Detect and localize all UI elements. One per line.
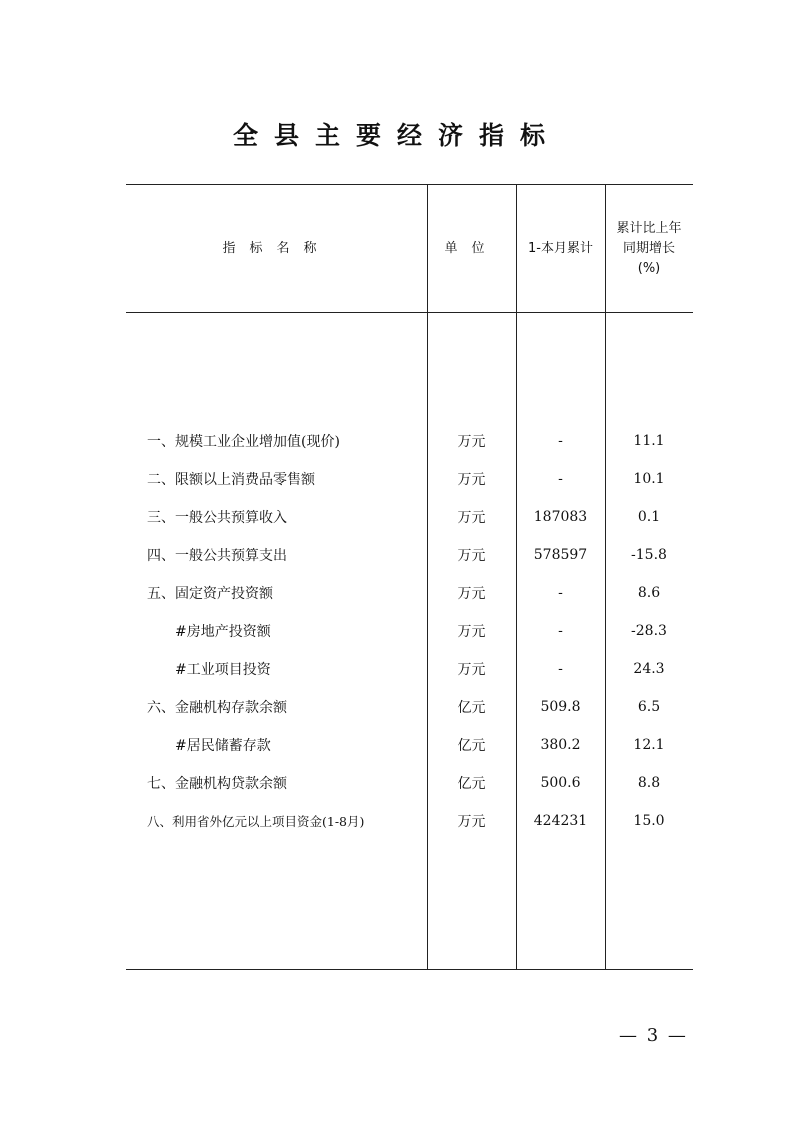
indicator-growth: 8.6	[637, 585, 661, 601]
indicator-growth: 6.5	[637, 699, 661, 715]
indicator-name: 三、一般公共预算收入	[147, 510, 287, 526]
header-indicator-name: 指标名称	[222, 240, 331, 256]
indicator-name: 七、金融机构贷款余额	[147, 776, 287, 792]
indicator-unit: 万元	[457, 548, 486, 564]
indicator-unit: 万元	[457, 814, 486, 830]
table-row	[126, 536, 693, 574]
indicator-growth: -28.3	[631, 623, 667, 639]
indicator-unit: 亿元	[457, 738, 486, 754]
indicator-value: -	[558, 585, 563, 601]
table-row	[126, 650, 693, 688]
table-row	[126, 726, 693, 764]
header-growth	[605, 185, 693, 312]
indicator-unit: 万元	[457, 662, 486, 678]
indicator-name: 四、一般公共预算支出	[147, 548, 287, 564]
table-row	[126, 574, 693, 612]
indicator-unit: 万元	[457, 624, 486, 640]
indicator-value: 509.8	[540, 699, 581, 715]
header-growth-line2: 同期增长	[622, 240, 675, 256]
indicator-name: #工业项目投资	[175, 662, 271, 678]
indicator-value: -	[558, 623, 563, 639]
indicator-growth: 15.0	[633, 813, 665, 829]
indicator-growth: 0.1	[637, 509, 661, 525]
indicator-value: 424231	[533, 813, 588, 829]
indicator-value: 187083	[533, 509, 588, 525]
indicator-unit: 万元	[457, 586, 486, 602]
indicator-value: 578597	[533, 547, 588, 563]
indicator-value: -	[558, 661, 563, 677]
indicator-growth: 12.1	[633, 737, 665, 753]
page-number: — 3 —	[619, 1025, 688, 1046]
page-title: 全县主要经济指标	[232, 121, 561, 150]
indicator-name: 五、固定资产投资额	[147, 586, 273, 602]
indicator-unit: 万元	[457, 510, 486, 526]
table-row	[126, 688, 693, 726]
indicator-growth: 8.8	[637, 775, 661, 791]
header-unit: 单位	[444, 240, 499, 256]
indicator-name: #房地产投资额	[175, 624, 271, 640]
indicator-growth: 10.1	[633, 471, 665, 487]
indicator-growth: -15.8	[631, 547, 667, 563]
indicator-name: #居民储蓄存款	[175, 738, 271, 754]
indicator-table	[126, 184, 693, 970]
indicator-value: -	[558, 471, 563, 487]
table-row	[126, 612, 693, 650]
header-growth-line3: (%)	[637, 260, 661, 276]
indicator-name: 一、规模工业企业增加值(现价)	[147, 434, 340, 450]
table-row	[126, 764, 693, 802]
indicator-unit: 万元	[457, 434, 486, 450]
header-cumulative: 1-本月累计	[528, 240, 593, 256]
indicator-growth: 11.1	[633, 433, 665, 449]
indicator-unit: 万元	[457, 472, 486, 488]
indicator-unit: 亿元	[457, 776, 486, 792]
table-row	[126, 498, 693, 536]
indicator-name: 六、金融机构存款余额	[147, 700, 287, 716]
indicator-value: 380.2	[540, 737, 581, 753]
indicator-value: 500.6	[540, 775, 581, 791]
indicator-name: 二、限额以上消费品零售额	[147, 472, 315, 488]
indicator-name: 八、利用省外亿元以上项目资金(1-8月)	[147, 814, 365, 829]
table-row	[126, 802, 693, 840]
indicator-value: -	[558, 433, 563, 449]
table-row	[126, 422, 693, 460]
header-growth-line1: 累计比上年	[616, 220, 682, 236]
indicator-growth: 24.3	[633, 661, 665, 677]
header-divider	[126, 312, 693, 313]
indicator-unit: 亿元	[457, 700, 486, 716]
table-row	[126, 460, 693, 498]
